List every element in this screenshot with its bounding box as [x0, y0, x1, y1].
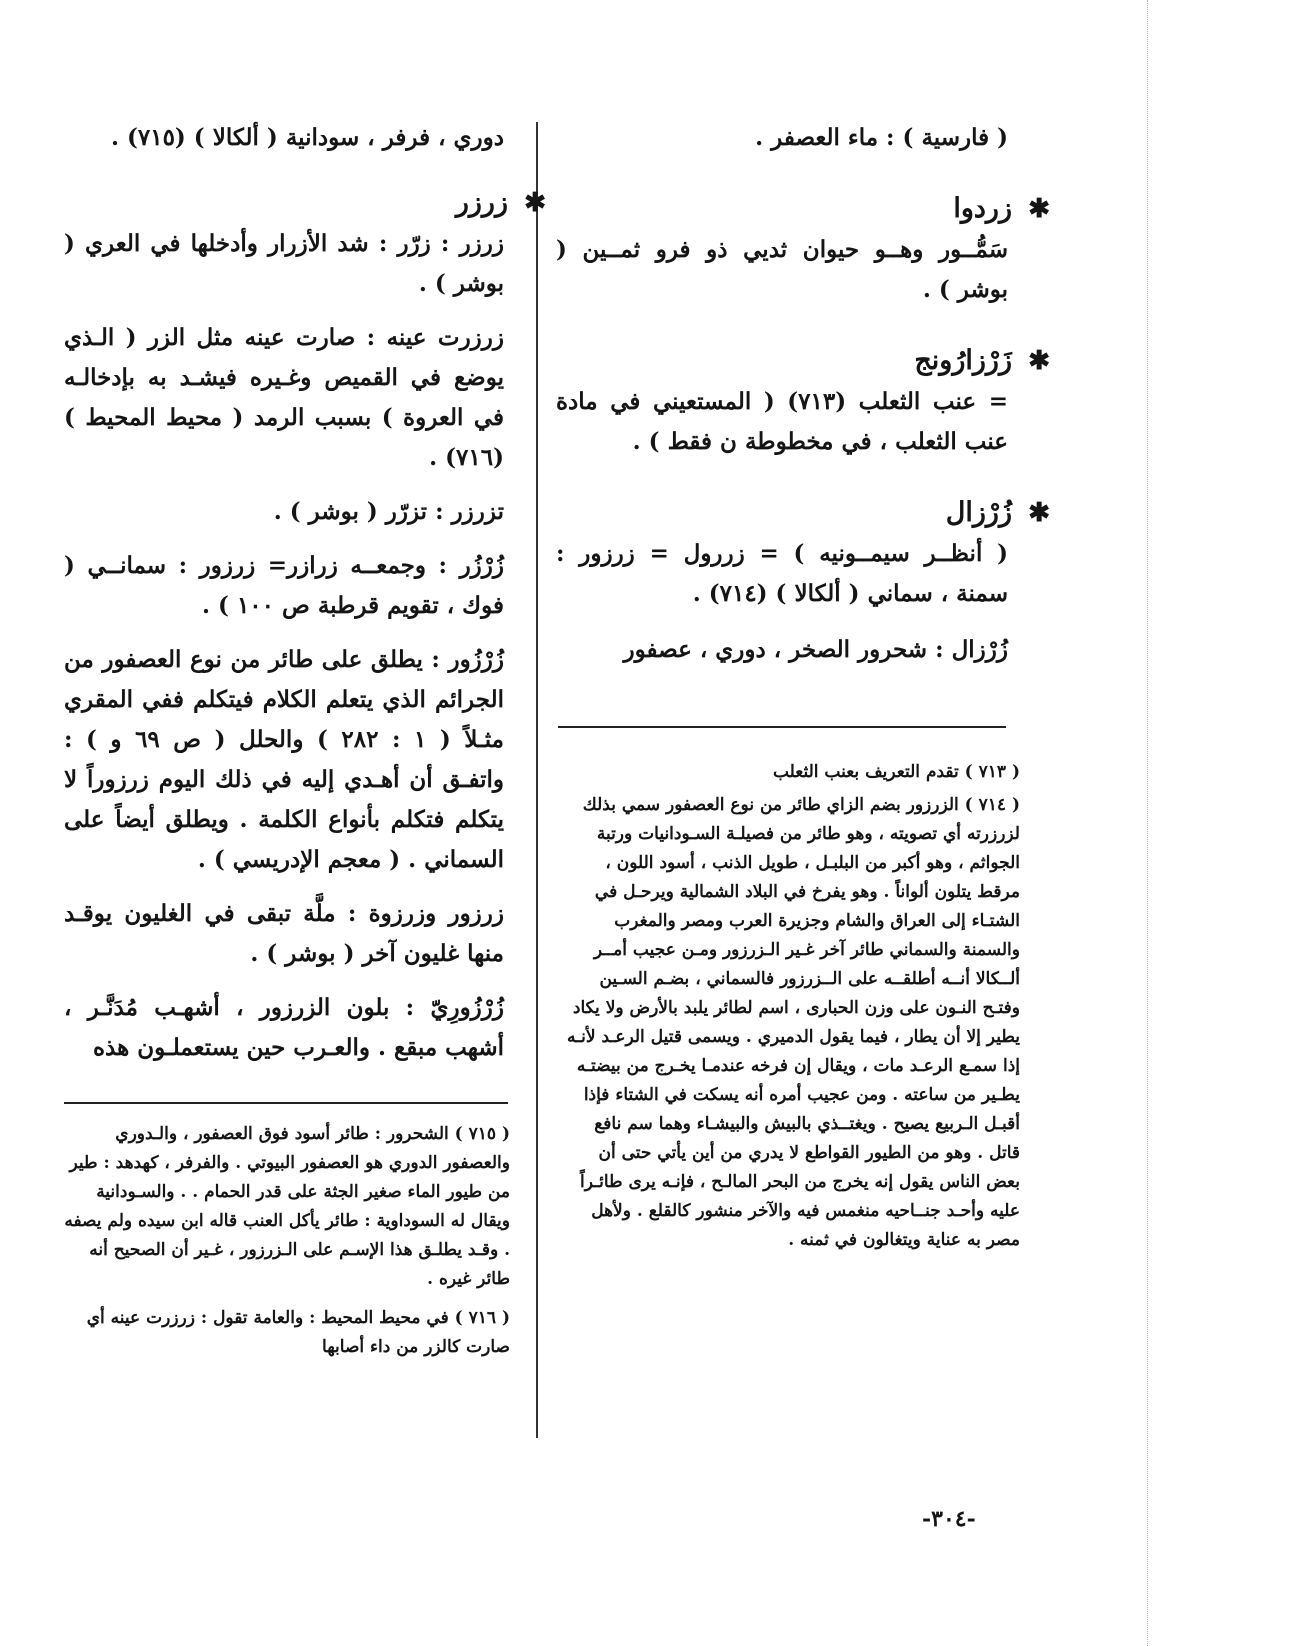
footnote-rule — [558, 726, 1006, 728]
page-number: -٣٠٤- — [922, 1506, 976, 1532]
footnote-rule — [64, 1102, 508, 1104]
footnote — [58, 1304, 510, 1362]
footnote-number: ( ٧١٣ ) — [964, 762, 1020, 782]
definition-paragraph: زرزر : زرّر : شد الأزرار وأدخلها في العري ( بوشر ) . — [64, 230, 504, 297]
asterisk-icon: ✱ — [1028, 194, 1050, 224]
footnote — [560, 758, 1020, 787]
definition-paragraph: زرزرت عينه : صارت عينه مثل الزر ( الـذي يوضع في القميص وغـيره فيشـد به بإدخالـه في العروة ) بسبب الرمد ( محيط المحيط ) (٧١٦) . — [64, 324, 504, 471]
asterisk-icon: ✱ — [1028, 346, 1050, 376]
asterisk-icon: ✱ — [524, 188, 546, 218]
footnote-text: الزرزور بضم الزاي طائر من نوع العصفور سمي بذلك لزرزرته أي تصويته ، وهو طائر من فصيلـة السـودانيات ورتبة الجواثم ، وهو أكبر من البلبـل ، طويل الذنب ، أسود اللون ، مرقط يتلون ألواناً . وهو يفرخ في البلاد الشمالية ويرحـل في الشتـاء إلى العراق والشام وجزيرة العرب ومصر والمغرب والسمنة والسماني طائر آخر غـير الـزرزور ومـن عجيب أمــر ألــكالا أنــه أطلقــه على الــزرزور فالسماني ، بضـم السـين وفتـح النـون على وزن الحبارى ، اسم لطائر يلبد بالأرض ولا يكاد يطير إلا أن يطار ، فيما يقول الدميري . ويسمى قتيل الرعـد لأنـه إذا سمـع الرعـد مات ، ويقال إن فرخه عندمـا يخـرج من بيضتـه يطـير من ساعته . ومن عجيب أمره أنه يسكت في الشتاء فإذا أقبـل الـربيع يصيح . ويغتــذي بالبيش والبيشـاء وهما سم نافع قاتل . وهو من الطيور القواطع لا يدري من أين يأتي حتى أن بعض الناس يقول إنه يخرج من البحر المالـح ، فإنـه يرى طائـراً عليه وأحـد جنــاحيه منغمس فيه والآخر منشور كالقلع . ولأهل مصر به عناية ويتغالون في ثمنه . — [567, 795, 1020, 1250]
definition-paragraph: زُرْزُورِيّ : بلون الزرزور ، أشهـب مُدَنَّـر ، أشهب مبقع . والعـرب حين يستعملـون هذه — [64, 994, 504, 1061]
entry-text: سَمُّــور وهــو حيوان ثديي ذو فرو ثمــين ( بوشر ) . — [556, 236, 1008, 303]
headword: زردوا — [953, 193, 1012, 224]
headword: زُرْزال — [945, 497, 1012, 528]
entry-heading — [64, 182, 546, 224]
left-column — [64, 118, 546, 1082]
right-column — [556, 118, 1050, 686]
entry-heading — [556, 492, 1050, 534]
definition-paragraph: زُرْزُر : وجمعــه زرازر= زرزور : سمانــي ( فوك ، تقويم قرطبة ص ١٠٠ ) . — [64, 552, 504, 619]
entry-text: ( أنظــر سيمــونيه ) = زررول = زرزور : سمنة ، سماني ( ألكالا ) (٧١٤) . — [556, 540, 1008, 607]
entry-text: زُرْزال : شحرور الصخر ، دوري ، عصفور — [623, 636, 1008, 663]
entry-text: = عنب الثعلب (٧١٣) ( المستعيني في مادة عنب الثعلب ، في مخطوطة ن فقط ) . — [556, 388, 1008, 455]
footnote-text: تقدم التعريف بعنب الثعلب — [772, 762, 959, 782]
footnote-text: في محيط المحيط : والعامة تقول : زرزرت عينه أي صارت كالزر من داء أصابها — [86, 1308, 510, 1357]
definition-paragraph: زُرْزُور : يطلق على طائر من نوع العصفور من الجرائم الذي يتعلم الكلام فيتكلم ففي المقري مثـلاً ( ١ : ٢٨٢ ) والحلل ( ص ٦٩ و ) : واتفـق أن أهـدي إليه في ذلك اليوم زرزوراً لا يتكلم فتكلم بأنواع الكلمة . ويطلق أيضاً على السماني . ( معجم الإدريسي ) . — [64, 646, 504, 873]
headword: زَرْزارُونج — [914, 345, 1012, 376]
definition-paragraph: زرزور وزرزوة : ملَّة تبقى في الغليون يوقـد منها غليون آخر ( بوشر ) . — [64, 900, 504, 967]
entry-heading — [556, 188, 1050, 230]
footnote-number: ( ٧١٥ ) — [454, 1124, 510, 1144]
footnote — [560, 791, 1020, 1255]
footnote — [58, 1120, 510, 1294]
continuation-text: دوري ، فرفر ، سودانية ( ألكالا ) (٧١٥) . — [110, 124, 504, 151]
footnotes-left — [58, 1120, 510, 1362]
footnote-number: ( ٧١٦ ) — [454, 1308, 510, 1328]
footnote-number: ( ٧١٤ ) — [964, 795, 1020, 815]
scan-edge-line — [1147, 0, 1148, 1646]
footnote-text: الشحرور : طائر أسود فوق العصفور ، والـدوري والعصفور الدوري هو العصفور البيوتي . والفرفر ، كهدهد : طير من طيور الماء صغير الجثة على قدر الحمام . . والسـودانية ويقال له السوداوية : طائر يأكل العنب قاله ابن سيده ولم يصفه . وقـد يطلـق هذا الإسـم على الـزرزور ، غـير أن الصحيح أنه طائر غيره . — [64, 1124, 510, 1289]
column-divider — [536, 122, 538, 1438]
definition-paragraph: تزرزر : تزرّر ( بوشر ) . — [273, 498, 504, 525]
asterisk-icon: ✱ — [1028, 498, 1050, 528]
right-intro: ( فارسية ) : ماء العصفر . — [755, 124, 1008, 151]
entry-heading — [556, 340, 1050, 382]
footnotes-right — [560, 758, 1020, 1255]
headword: زرزر — [455, 187, 508, 218]
